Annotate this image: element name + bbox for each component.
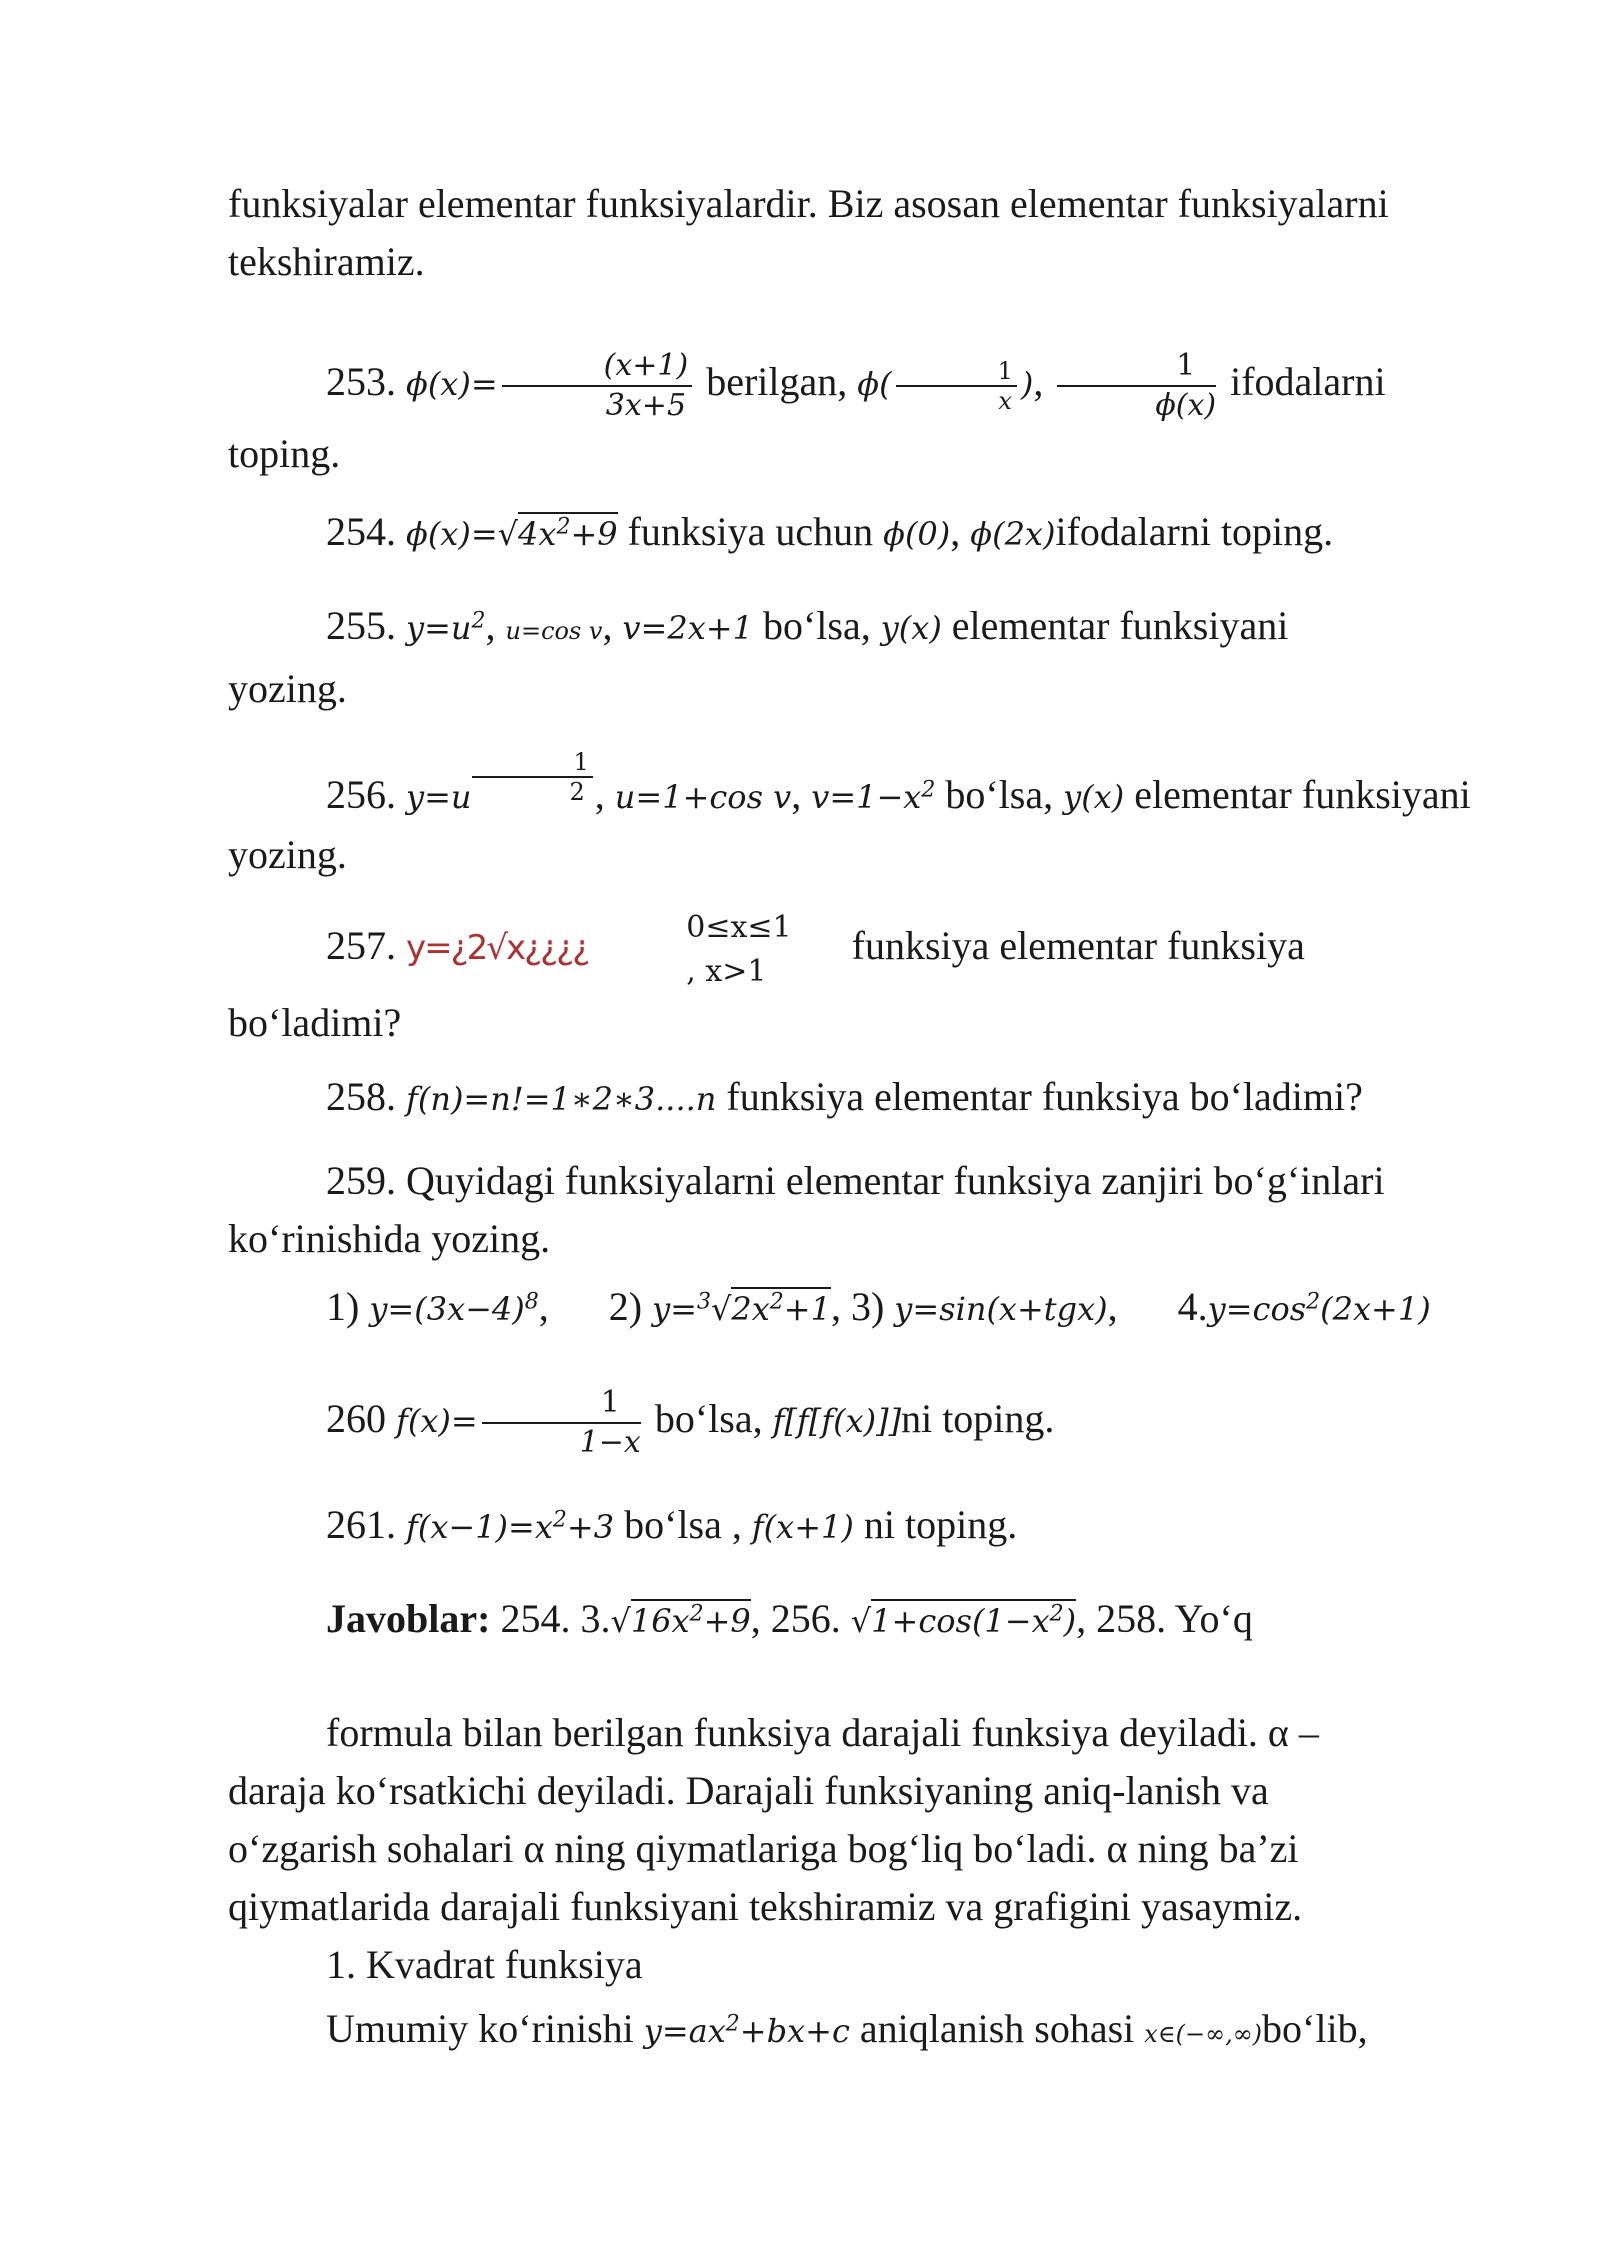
fraction-denominator: x: [998, 387, 1012, 415]
math-term: x>1: [705, 954, 767, 989]
math-expression: x∈(−∞,∞): [1144, 2020, 1263, 2048]
exercise-number: 256.: [326, 772, 396, 817]
math-expression: v=2x+1: [622, 609, 753, 647]
root-index: 3: [696, 1289, 711, 1315]
text: ,: [686, 954, 696, 989]
math-expression: u=1+cos v: [614, 778, 792, 816]
math-term: y=u: [406, 609, 472, 647]
exercise-258: [228, 1068, 1486, 1128]
paragraph-line: o‘zgarish sohalari α ning qiymatlariga bog‘liq bo‘ladi. α ning ba’zi: [228, 1826, 1299, 1871]
math-exponent: 8: [524, 1289, 539, 1315]
radical-sign: √: [710, 1290, 732, 1328]
fraction: [896, 357, 1017, 415]
math-term: f(x−1)=x: [406, 1508, 553, 1546]
math-radicand: [871, 1599, 1076, 1640]
math-expression: y=u: [406, 778, 472, 816]
exercise-253: [228, 347, 1486, 483]
exercise-number: 257.: [326, 923, 396, 969]
text: berilgan,: [706, 359, 848, 405]
text: bo‘lib,: [1262, 2006, 1368, 2051]
exercise-number: 254.: [326, 509, 396, 554]
section-line: [228, 2000, 1486, 2063]
math-term: y=ax: [643, 2012, 726, 2050]
item-label: , 3): [830, 1284, 885, 1329]
math-exponent: 2: [1049, 1601, 1064, 1627]
exercise-260: [228, 1384, 1486, 1462]
text: ifodalarni toping.: [228, 359, 1386, 476]
text: bo‘lsa,: [762, 603, 871, 648]
item-label: 1): [326, 1284, 360, 1329]
paragraph-line: daraja ko‘rsatkichi deyiladi. Darajali funksiyaning aniq-lanish va: [228, 1768, 1269, 1813]
radical-sign: √: [610, 1602, 631, 1640]
math-term: +9: [703, 1602, 751, 1640]
text: elementar funksiyani: [951, 603, 1289, 648]
math-term: +bx+c: [739, 2012, 850, 2050]
math-exponent: 2: [556, 514, 571, 540]
fraction-numerator: (x+1): [502, 347, 693, 387]
math-radicand: [731, 1287, 831, 1328]
math-expression: [610, 1599, 750, 1640]
answers-label: Javoblar:: [326, 1596, 491, 1641]
math-expression: f(x)=: [396, 1402, 478, 1441]
document-page: [228, 175, 1486, 2063]
text-line: yozing.: [228, 666, 347, 711]
math-expression: [644, 2012, 850, 2050]
fraction-denominator: 2: [569, 778, 585, 806]
math-expression: [406, 1508, 614, 1546]
piecewise-conditions: [588, 906, 791, 994]
math-expression: y(x): [880, 609, 942, 647]
text: ,: [538, 1284, 549, 1329]
math-exponent: 2: [552, 1507, 567, 1533]
math-radicand: [631, 1599, 751, 1640]
math-expression: [811, 778, 935, 816]
math-expression: y=sin(x+tgx): [894, 1290, 1108, 1328]
intro-line-2: tekshiramiz.: [228, 239, 425, 284]
exercise-number: 261.: [326, 1502, 396, 1547]
condition: 0≤x≤1: [686, 910, 792, 945]
fraction-numerator: 1: [482, 1384, 641, 1424]
text: elementar funksiyani: [1134, 772, 1471, 817]
exercise-259-items: [228, 1278, 1486, 1338]
body-paragraph: [228, 1704, 1486, 1936]
math-expression: ): [1020, 365, 1034, 404]
math-term: v=1−x: [811, 778, 922, 816]
condition: [588, 950, 791, 994]
math-expression: ϕ(x)=: [406, 365, 498, 404]
math-term: y=cos: [1207, 1290, 1307, 1328]
text: ifodalarni toping.: [1055, 509, 1334, 554]
text: bo‘lsa,: [945, 772, 1054, 817]
item-label: 2): [608, 1284, 643, 1329]
fraction: [502, 347, 693, 425]
math-exponent: 2: [1306, 1289, 1321, 1315]
section-heading: 1. Kvadrat funksiya: [326, 1942, 643, 1987]
fraction: [482, 1384, 641, 1462]
math-expression: [1208, 1290, 1431, 1328]
math-term: y=(3x−4): [369, 1290, 525, 1328]
text-line: yozing.: [228, 832, 347, 877]
fraction-numerator: 1: [896, 357, 1017, 387]
math-term: +9: [570, 515, 618, 553]
math-expression: ϕ(0): [883, 515, 951, 553]
exercise-259: 259. Quyidagi funksiyalarni elementar funksiya zanjiri bo‘g‘inlari: [326, 1158, 1385, 1203]
exercise-257: [228, 906, 1486, 1052]
text: bo‘lsa ,: [624, 1502, 742, 1547]
intro-line-1: funksiyalar elementar funksiyalardir. Biz asosan elementar funksiyalarni: [228, 181, 1389, 226]
math-term: 1+cos(1−x: [871, 1602, 1050, 1640]
exercise-number: 253.: [326, 359, 396, 405]
radical-sign: √: [850, 1602, 872, 1640]
exponent-fraction: [472, 748, 593, 806]
math-expression: ϕ(: [857, 365, 892, 404]
text: bo‘lsa,: [654, 1396, 763, 1442]
math-exponent: 2: [921, 777, 936, 803]
exercise-256: 256. y=u $\frac{1}{2}$ , u=1+cos v, $v=1-x^2$ bo‘lsa, y(x) elementar funksiyani: [326, 748, 1471, 817]
exercise-number: 260: [326, 1396, 386, 1442]
text: funksiya elementar funksiya bo‘ladimi?: [726, 1074, 1363, 1119]
math-expression: [406, 609, 486, 647]
item-label: 4.: [1177, 1284, 1208, 1329]
math-term: +3: [566, 1508, 615, 1546]
math-expression: y(x): [1063, 778, 1125, 816]
math-expression: f(n)=n!=1∗2∗3....n: [406, 1080, 717, 1118]
math-exponent: 2: [471, 608, 486, 634]
math-term: 16x: [630, 1602, 690, 1640]
paragraph-line: qiymatlarida darajali funksiyani tekshiramiz va grafigini yasaymiz.: [228, 1884, 1303, 1929]
math-expression: ϕ(x)=√: [406, 515, 519, 553]
paragraph-line: formula bilan berilgan funksiya darajali funksiya deyiladi. α –: [326, 1710, 1319, 1755]
fraction-numerator: 1: [472, 748, 593, 778]
math-term: (2x+1): [1320, 1290, 1431, 1328]
math-expression: [652, 1290, 831, 1328]
math-expression: f(x+1): [751, 1508, 854, 1546]
fraction-denominator: ϕ(x): [1155, 388, 1217, 423]
text: 254. 3.: [500, 1596, 611, 1641]
math-term: +1: [783, 1290, 831, 1328]
math-term: ): [1063, 1602, 1077, 1640]
fraction: [1057, 347, 1216, 425]
text: funksiya elementar funksiya bo‘ladimi?: [228, 923, 1305, 1045]
text: ni toping.: [901, 1396, 1055, 1442]
text: , 256.: [750, 1596, 841, 1641]
math-expression: [369, 1290, 538, 1328]
fraction-numerator: 1: [1057, 347, 1216, 387]
text: ni toping.: [863, 1502, 1018, 1547]
math-exponent: 2: [725, 2011, 740, 2037]
math-term: 2x: [731, 1290, 770, 1328]
math-expression: [851, 1599, 1076, 1640]
exercise-254: [228, 503, 1486, 563]
text-line: ko‘rinishida yozing.: [228, 1216, 551, 1261]
exercise-number: 258.: [326, 1074, 396, 1119]
exercise-261: [228, 1496, 1486, 1556]
math-expression: u=cos v: [505, 617, 603, 645]
text: ,: [950, 509, 961, 554]
exercise-255: 255. $y=u^2$, u=cos v, v=2x+1 bo‘lsa, y(x) elementar funksiyani: [326, 603, 1289, 648]
math-term: 4x: [518, 515, 557, 553]
text: , 258. Yo‘q: [1076, 1596, 1253, 1641]
text: aniqlanish sohasi: [859, 2006, 1135, 2051]
math-exponent: 2: [769, 1289, 784, 1315]
math-expression: ϕ(2x): [970, 515, 1056, 553]
math-radicand: [518, 512, 618, 553]
answers: [228, 1590, 1486, 1650]
math-exponent: 2: [689, 1601, 704, 1627]
garbled-formula: y=¿2√x¿¿¿¿: [406, 928, 589, 969]
text: ,: [1107, 1284, 1118, 1329]
exercise-number: 255.: [326, 603, 396, 648]
math-term: y=: [652, 1290, 697, 1328]
text: Umumiy ko‘rinishi: [326, 2006, 634, 2051]
math-expression: f[f[f(x)]]: [772, 1402, 902, 1441]
text: funksiya uchun: [627, 509, 874, 554]
fraction-denominator: 1−x: [579, 1425, 641, 1460]
text: ,: [1033, 359, 1044, 405]
fraction-denominator: 3x+5: [605, 388, 687, 423]
